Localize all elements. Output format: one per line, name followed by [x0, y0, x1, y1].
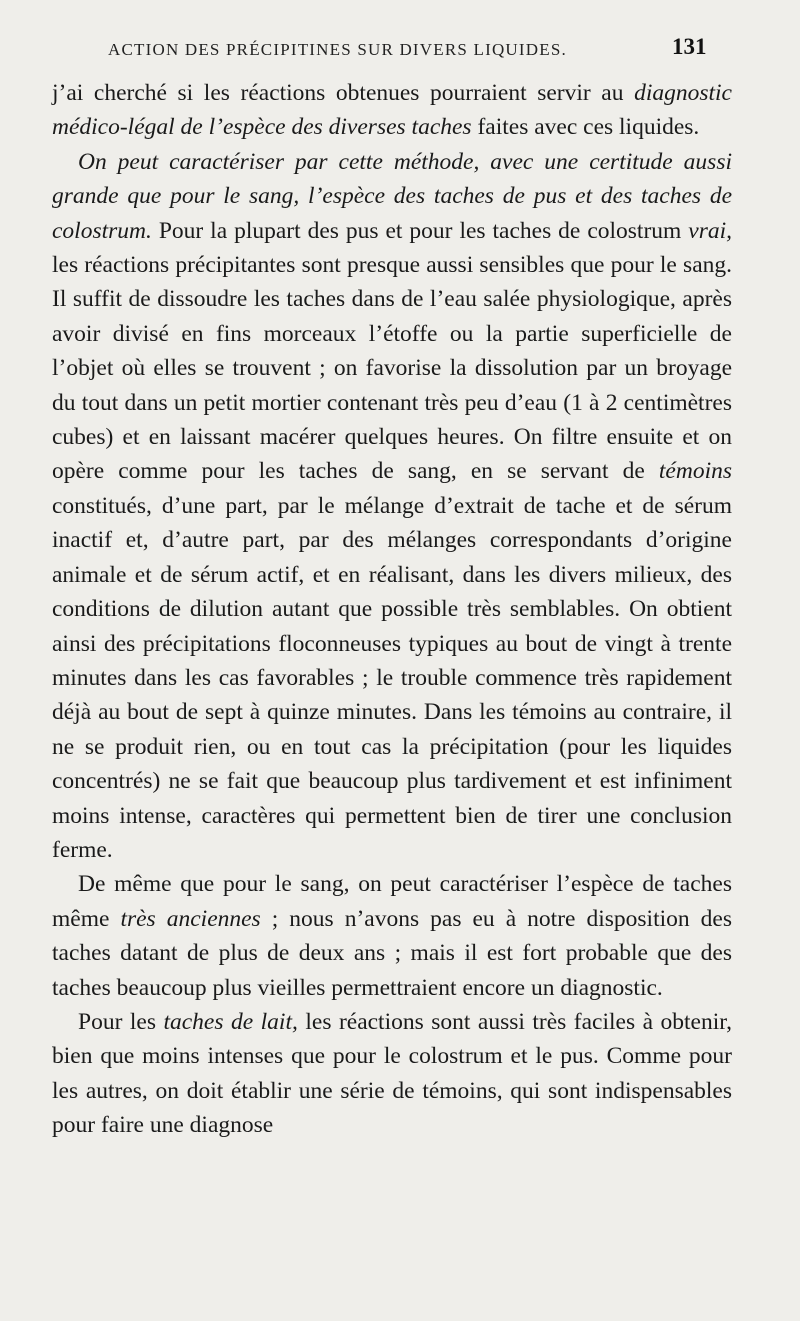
- page-number: 131: [672, 34, 707, 59]
- body-text: [52, 76, 732, 1143]
- italic-segment: très anciennes: [120, 905, 261, 932]
- paragraph: [52, 1005, 732, 1143]
- text-segment: constitués, d’une part, par le mélange d’extrait de tache et de sérum inactif et, d’autre part, par des mélanges correspondants d’origine animale et de sérum actif, et en réalisant, dans les divers milieux, des conditions de dilution autant que possible très semblables. On obtient ainsi des précipitations floconneuses typiques au bout de vingt à trente minutes dans les cas favorables ; le trouble commence très rapidement déjà au bout de sept à quinze minutes. Dans les témoins au contraire, il ne se produit rien, ou en tout cas la précipitation (pour les liquides concentrés) ne se fait que beaucoup plus tardivement et est infiniment moins intense, caractères qui permettent bien de tirer une conclusion ferme.: [52, 492, 732, 863]
- italic-segment: diagnostic médico-légal de l’espèce des diverses taches: [52, 80, 732, 141]
- text-segment: j’ai cherché si les réactions obtenues pourraient servir au: [52, 80, 635, 106]
- running-title: ACTION DES PRÉCIPITINES SUR DIVERS LIQUIDES.: [108, 40, 567, 59]
- text-segment: les réactions précipitantes sont presque aussi sensibles que pour le sang. Il suffit de dissoudre les taches dans de l’eau salée physiologique, après avoir divisé en fins morceaux l’étoffe ou la partie superficielle de l’objet où elles se trouvent ; on favorise la dissolution par un broyage du tout dans un petit mortier contenant très peu d’eau (1 à 2 centimètres cubes) et en laissant macérer quelques heures. On filtre ensuite et on opère comme pour les taches de sang, en se servant de: [52, 252, 732, 485]
- page-header: [0, 0, 800, 70]
- paragraph: [52, 76, 732, 145]
- text-segment: les réactions sont aussi très faciles à obtenir, bien que moins intenses que pour le colostrum et le pus. Comme pour les autres, on doit établir une série de témoins, qui sont indispensables pour faire une diagnose: [52, 1008, 733, 1139]
- text-segment: faites avec ces liquides.: [471, 114, 700, 141]
- italic-segment: On peut caractériser par cette méthode, avec une certitude aussi grande que pour le sang, l’espèce des taches de pus et des taches de colostrum.: [52, 148, 732, 244]
- paragraph: [52, 145, 732, 868]
- paragraph: [52, 867, 732, 1005]
- text-segment: De même que pour le sang, on peut caractériser l’espèce de taches même: [52, 871, 732, 932]
- italic-segment: taches de lait,: [163, 1008, 298, 1035]
- text-segment: Pour les: [78, 1008, 164, 1035]
- text-segment: Pour la plupart des pus et pour les taches de colostrum: [151, 217, 689, 244]
- italic-segment: vrai,: [688, 217, 732, 244]
- text-segment: ; nous n’avons pas eu à notre disposition des taches datant de plus de deux ans ; mais il est fort probable que des taches beaucoup plus vieilles permettraient encore un diagnostic.: [52, 905, 733, 1001]
- italic-segment: témoins: [658, 458, 732, 485]
